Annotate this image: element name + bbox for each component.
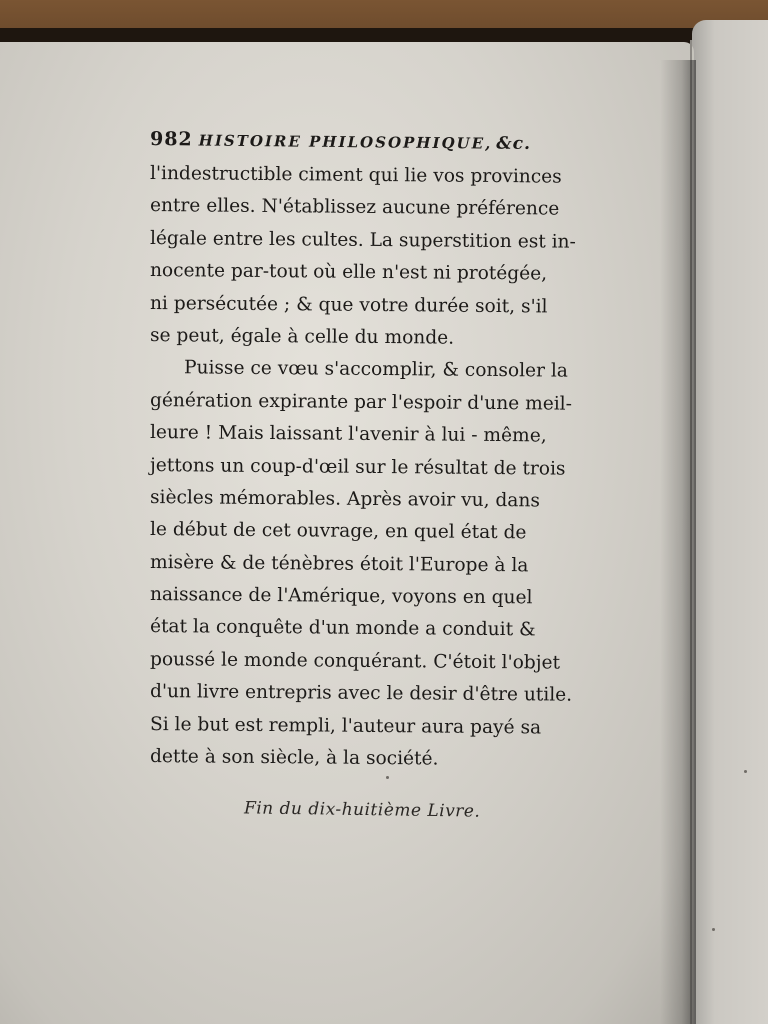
text-line: poussé le monde conquérant. C'étoit l'objet (149, 648, 561, 674)
text-line: jettons un coup-d'œil sur le résultat de trois (149, 454, 566, 480)
text-line: Puisse ce vœu s'accomplir, & consoler la (183, 357, 569, 382)
paper-speck (386, 776, 389, 779)
running-title: HISTOIRE PHILOSOPHIQUE, (198, 131, 493, 153)
paper-speck (744, 770, 747, 773)
text-line: le début de cet ouvrage, en quel état de (149, 519, 527, 544)
text-line: état la conquête d'un monde a conduit & (149, 616, 536, 641)
text-line: siècles mémorables. Après avoir vu, dans (149, 486, 541, 512)
text-line: légale entre les cultes. La superstition est in- (149, 227, 576, 253)
running-etc: &c. (496, 133, 532, 154)
text-line: dette à son siècle, à la société. (149, 746, 439, 770)
text-line: ni persécutée ; & que votre durée soit, s'il (149, 292, 548, 318)
page-number: 982 (149, 128, 193, 151)
book-ending-note: Fin du dix-huitième Livre. (243, 798, 481, 822)
text-line: d'un livre entrepris avec le desir d'être utile. (149, 681, 573, 706)
text-line: leure ! Mais laissant l'avenir à lui - même, (149, 422, 547, 447)
right-page (692, 20, 768, 1024)
text-line: Si le but est rempli, l'auteur aura payé sa (149, 713, 542, 739)
text-line: se peut, égale à celle du monde. (149, 324, 455, 349)
text-line: entre elles. N'établissez aucune préférence (149, 195, 560, 220)
text-line: naissance de l'Amérique, voyons en quel (149, 584, 533, 609)
text-line: nocente par-tout où elle n'est ni protégée, (149, 260, 548, 285)
paper-speck (712, 928, 715, 931)
book-gutter (660, 60, 696, 1024)
text-line: misère & de ténèbres étoit l'Europe à la (149, 551, 529, 576)
page-text-block (150, 128, 620, 773)
text-paragraphs (150, 158, 620, 773)
text-line: l'indestructible ciment qui lie vos provinces (149, 163, 562, 188)
text-line: génération expirante par l'espoir d'une meil- (149, 389, 573, 415)
